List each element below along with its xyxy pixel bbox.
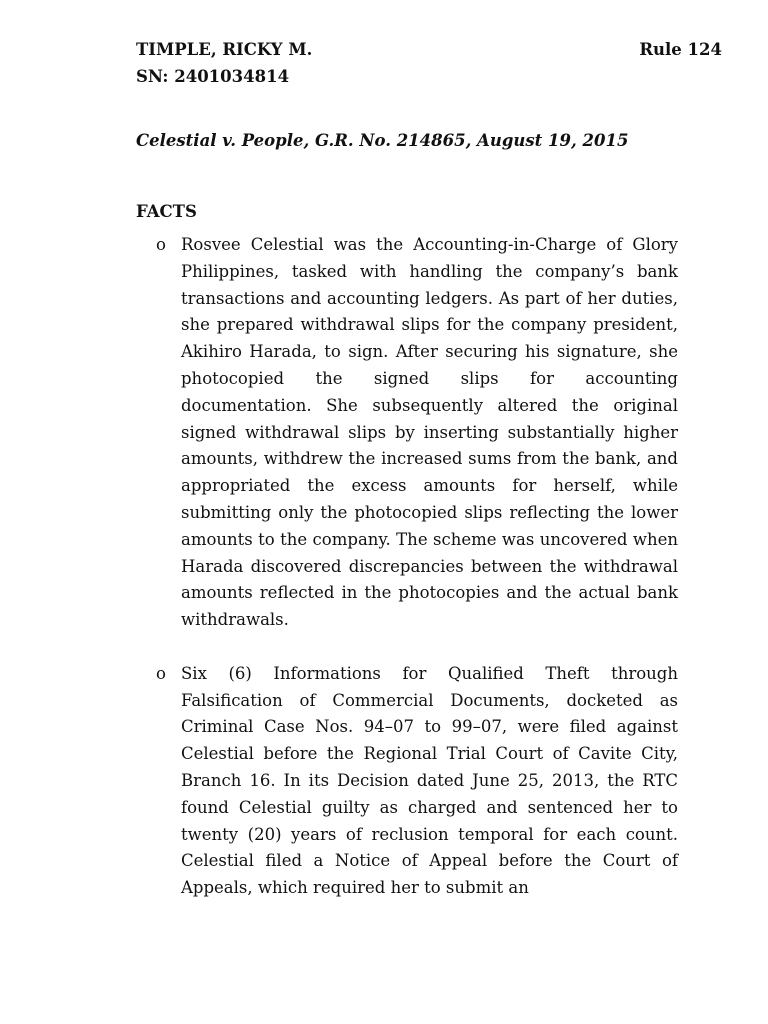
list-item-text: Six (6) Informations for Qualified Theft through Falsification of Commercial Documents, docketed as Criminal Case Nos. 94–07 to 99–07, were filed against Celestial before the Regional Trial Court of Cavite City, Branch 16. In its Decision dated June 25, 2013, the RTC found Celestial guilty as charged and sentenced her to twenty (20) years of reclusion temporal for each count. Celestial filed a Notice of Appeal before the Court of Appeals, which required her to submit an xyxy=(181,663,678,898)
header-row xyxy=(136,36,722,63)
list-item xyxy=(156,232,678,634)
case-title: Celestial v. People, G.R. No. 214865, August 19, 2015 xyxy=(136,131,629,150)
bullet-marker: o xyxy=(156,235,166,254)
bullet-marker: o xyxy=(156,663,166,683)
student-name: TIMPLE, RICKY M. xyxy=(136,40,313,59)
list-item-text: Rosvee Celestial was the Accounting-in-Charge of Glory Philippines, tasked with handling the company’s bank transactions and accounting ledgers. As part of her duties, she prepared withdrawal slips for the company president, Akihiro Harada, to sign. After securing his signature, she photocopied the signed slips for accounting documentation. She subsequently altered the original signed withdrawal slips by inserting substantially higher amounts, withdrew the increased sums from the bank, and appropriated the excess amounts for herself, while submitting only the photocopied slips reflecting the lower amounts to the company. The scheme was uncovered when Harada discovered discrepancies between the withdrawal amounts reflected in the photocopies and the actual bank withdrawals. xyxy=(181,235,678,630)
facts-list xyxy=(156,232,678,929)
rule-number: Rule 124 xyxy=(639,40,722,59)
list-item xyxy=(156,661,678,902)
section-heading: FACTS xyxy=(136,202,197,221)
student-number: SN: 2401034814 xyxy=(136,67,290,86)
